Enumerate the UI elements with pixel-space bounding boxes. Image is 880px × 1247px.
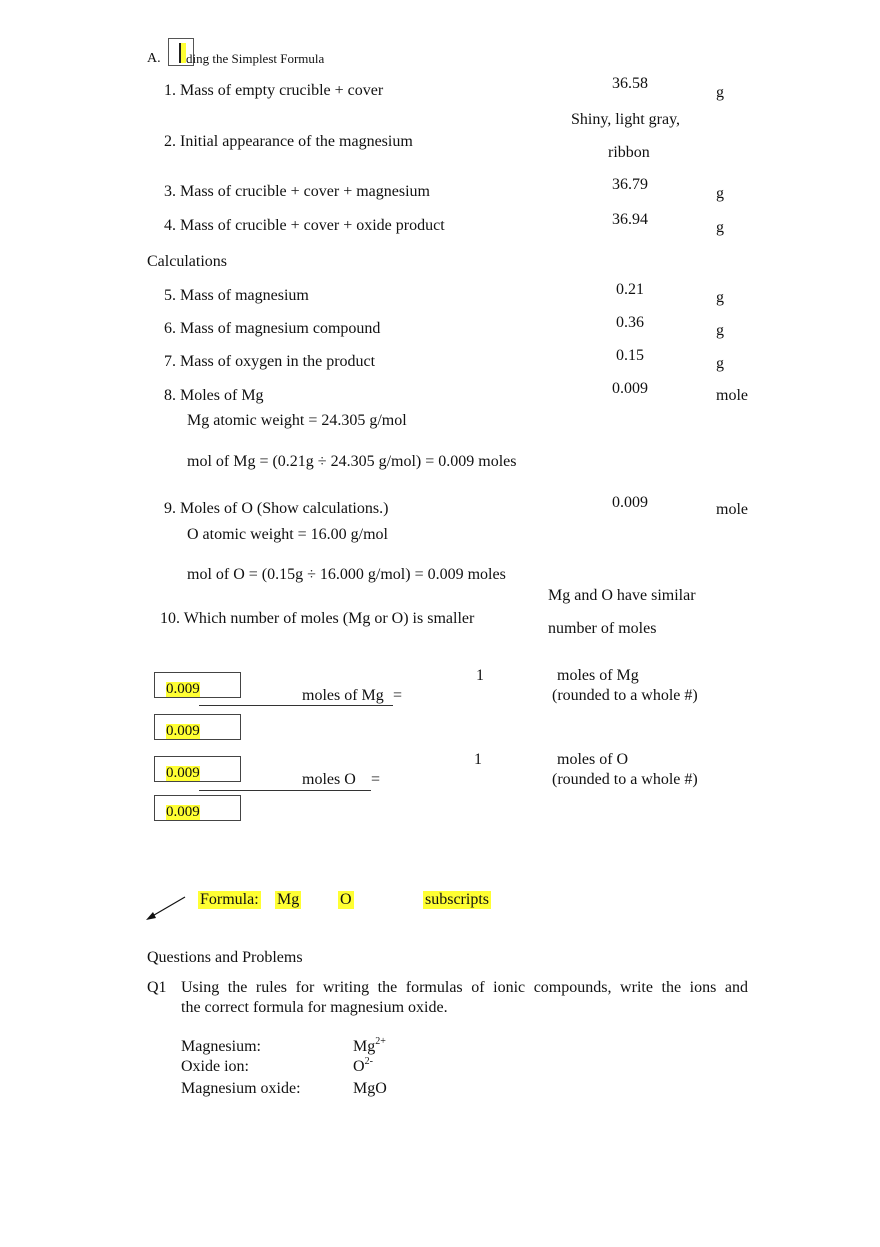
row-6-label: 6. Mass of magnesium compound	[164, 320, 381, 337]
row-10-answer-line1: Mg and O have similar	[548, 587, 696, 604]
mg-result-label: moles of Mg	[557, 667, 639, 684]
row-2-value-line2: ribbon	[608, 144, 650, 161]
row-1-label: 1. Mass of empty crucible + cover	[164, 82, 384, 99]
row-3-label: 3. Mass of crucible + cover + magnesium	[164, 183, 430, 200]
section-title: ding the Simplest Formula	[186, 51, 325, 66]
answer-value-oxide	[353, 1056, 373, 1075]
formula-element-o: O	[340, 891, 352, 908]
answer-value-magnesium-oxide: MgO	[353, 1080, 387, 1097]
oxide-ion-charge: 2-	[364, 1056, 373, 1067]
o-atomic-weight: O atomic weight = 16.00 g/mol	[187, 526, 388, 543]
o-ratio-result: 1	[474, 751, 482, 768]
row-4-label: 4. Mass of crucible + cover + oxide product	[164, 217, 445, 234]
o-denominator: 0.009	[166, 804, 200, 820]
answer-label-magnesium: Magnesium:	[181, 1038, 261, 1055]
formula-label: Formula:	[200, 891, 259, 908]
answer-label-oxide: Oxide ion:	[181, 1058, 249, 1075]
row-8-value: 0.009	[612, 380, 648, 397]
row-10-answer-line2: number of moles	[548, 620, 657, 637]
mg-numerator-box[interactable]	[154, 672, 241, 698]
row-5-value: 0.21	[616, 281, 644, 298]
calculations-heading: Calculations	[147, 253, 227, 270]
mg-ion-symbol: Mg	[353, 1038, 376, 1055]
mg-rounded-note: (rounded to a whole #)	[552, 687, 698, 704]
questions-heading: Questions and Problems	[147, 949, 303, 966]
o-numerator-box[interactable]	[154, 756, 241, 782]
row-5-unit: g	[716, 289, 724, 306]
o-rounded-note: (rounded to a whole #)	[552, 771, 698, 788]
mg-fraction-bar	[199, 705, 393, 706]
mg-mol-calculation: mol of Mg = (0.21g ÷ 24.305 g/mol) = 0.009 moles	[187, 453, 517, 470]
row-4-value: 36.94	[612, 211, 648, 228]
arrow-icon	[144, 894, 188, 922]
o-mol-calculation: mol of O = (0.15g ÷ 16.000 g/mol) = 0.009 moles	[187, 566, 506, 583]
row-6-unit: g	[716, 322, 724, 339]
mg-denominator: 0.009	[166, 723, 200, 739]
row-1-value: 36.58	[612, 75, 648, 92]
row-9-label: 9. Moles of O (Show calculations.)	[164, 500, 389, 517]
o-denominator-box[interactable]	[154, 795, 241, 821]
row-1-unit: g	[716, 84, 724, 101]
o-ratio-label: moles O	[302, 771, 356, 788]
row-3-unit: g	[716, 185, 724, 202]
answer-label-magnesium-oxide: Magnesium oxide:	[181, 1080, 301, 1097]
row-8-unit: mole	[716, 387, 748, 404]
mg-denominator-box[interactable]	[154, 714, 241, 740]
row-8-label: 8. Moles of Mg	[164, 387, 264, 404]
q1-number: Q1	[147, 979, 167, 996]
row-4-unit: g	[716, 219, 724, 236]
mg-ratio-result: 1	[476, 667, 484, 684]
row-6-value: 0.36	[616, 314, 644, 331]
mg-ratio-label: moles of Mg	[302, 687, 384, 704]
o-numerator: 0.009	[166, 765, 200, 781]
o-result-label: moles of O	[557, 751, 629, 768]
row-7-label: 7. Mass of oxygen in the product	[164, 353, 376, 370]
text-cursor-icon	[179, 43, 186, 63]
row-7-value: 0.15	[616, 347, 644, 364]
row-10-label: 10. Which number of moles (Mg or O) is smaller	[160, 610, 475, 627]
row-2-value-line1: Shiny, light gray,	[571, 111, 681, 128]
mg-equals: =	[393, 687, 403, 704]
formula-subscripts-note: subscripts	[425, 891, 489, 908]
section-letter: A.	[147, 51, 161, 66]
answer-value-magnesium	[353, 1036, 386, 1055]
q1-text-line2: the correct formula for magnesium oxide.	[181, 999, 448, 1016]
row-3-value: 36.79	[612, 176, 648, 193]
mg-atomic-weight: Mg atomic weight = 24.305 g/mol	[187, 412, 407, 429]
o-equals: =	[371, 771, 381, 788]
row-2-label: 2. Initial appearance of the magnesium	[164, 133, 413, 150]
oxide-ion-symbol: O	[353, 1058, 365, 1075]
mg-ion-charge: 2+	[375, 1036, 386, 1047]
row-7-unit: g	[716, 355, 724, 372]
mg-numerator: 0.009	[166, 681, 200, 697]
row-5-label: 5. Mass of magnesium	[164, 287, 309, 304]
row-9-unit: mole	[716, 501, 748, 518]
formula-element-mg: Mg	[277, 891, 300, 908]
o-fraction-bar	[199, 790, 371, 791]
row-9-value: 0.009	[612, 494, 648, 511]
q1-text-line1: Using the rules for writing the formulas of ionic compounds, write the ions and	[181, 979, 748, 996]
